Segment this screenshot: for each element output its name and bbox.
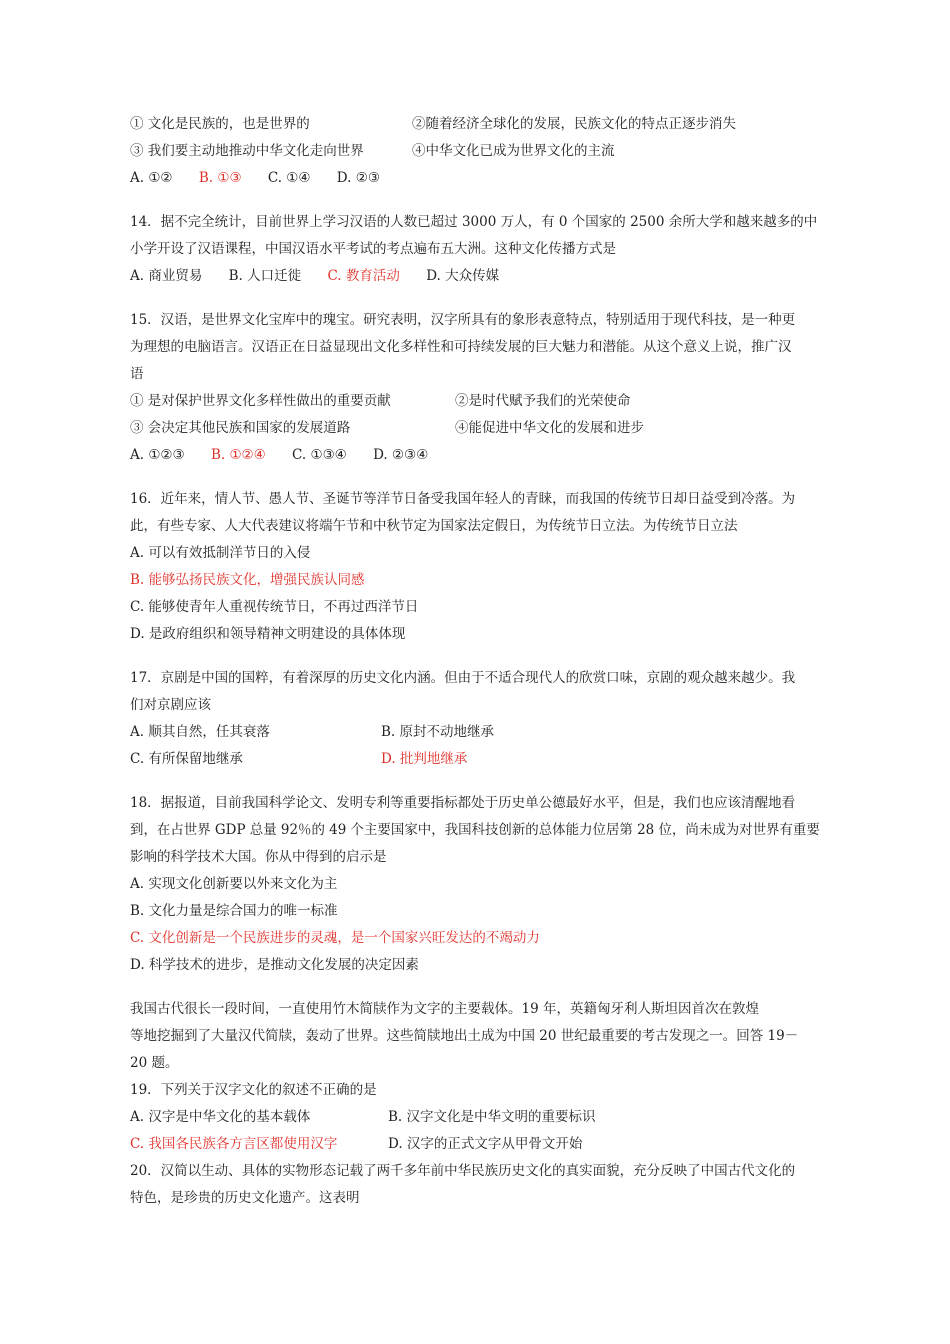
q14-option-d: D. 大众传媒: [426, 268, 500, 284]
q19-option-c-answer: C. 我国各民族各方言区都使用汉字: [130, 1136, 338, 1152]
q13-option-a: A. ①②: [130, 170, 173, 186]
q13-statement-1: ① 文化是民族的，也是世界的: [130, 116, 310, 132]
q17-stem-line-1: 17．京剧是中国的国粹，有着深厚的历史文化内涵。但由于不适合现代人的欣赏口味，京剧的观众越来越少。我: [130, 670, 796, 686]
passage-line-1: 我国古代很长一段时间，一直使用竹木简牍作为文字的主要载体。19 年，英籍匈牙利人斯坦因首次在敦煌: [130, 1001, 759, 1017]
q19-option-b: B. 汉字文化是中华文明的重要标识: [388, 1109, 596, 1125]
q18-stem-line-3: 影响的科学技术大国。你从中得到的启示是: [130, 849, 387, 865]
q14-stem-line-2: 小学开设了汉语课程，中国汉语水平考试的考点遍布五大洲。这种文化传播方式是: [130, 241, 616, 257]
q14-options: [130, 266, 521, 286]
q14-option-a: A. 商业贸易: [130, 268, 203, 284]
q15-option-b-answer: B. ①②④: [210, 447, 266, 463]
q16-stem-line-1: 16．近年来，情人节、愚人节、圣诞节等洋节日备受我国年轻人的青睐，而我国的传统节日却日益受到冷落。为: [130, 491, 796, 507]
q18-option-b: B. 文化力量是综合国力的唯一标准: [130, 903, 338, 919]
q15-statement-2: ②是时代赋予我们的光荣使命: [455, 393, 631, 409]
q19-option-d: D. 汉字的正式文字从甲骨文开始: [388, 1136, 583, 1152]
q16-option-c: C. 能够使青年人重视传统节日，不再过西洋节日: [130, 599, 419, 615]
q13-statement-3: ③ 我们要主动地推动中华文化走向世界: [130, 143, 364, 159]
q15-stem-line-1: 15．汉语，是世界文化宝库中的瑰宝。研究表明，汉字所具有的象形表意特点，特别适用于现代科技，是一种更: [130, 312, 796, 328]
q18-option-c-answer: C. 文化创新是一个民族进步的灵魂，是一个国家兴旺发达的不竭动力: [130, 930, 540, 946]
q15-stem-line-2: 为理想的电脑语言。汉语正在日益显现出文化多样性和可持续发展的巨大魅力和潜能。从这个意义上说，推广汉: [130, 339, 792, 355]
q14-option-c-answer: C. 教育活动: [327, 268, 400, 284]
q17-stem-line-2: 们对京剧应该: [130, 697, 211, 713]
passage-line-2: 等地挖掘到了大量汉代简牍，轰动了世界。这些简牍地出土成为中国 20 世纪最重要的考古发现之一。回答 19－: [130, 1028, 799, 1044]
q15-statement-1: ① 是对保护世界文化多样性做出的重要贡献: [130, 393, 391, 409]
q15-option-d: D. ②③④: [373, 447, 429, 463]
passage-line-3: 20 题。: [130, 1055, 179, 1071]
q19-stem: 19．下列关于汉字文化的叙述不正确的是: [130, 1082, 377, 1098]
q20-stem-line-1: 20．汉简以生动、具体的实物形态记载了两千多年前中华民族历史文化的真实面貌，充分反映了中国古代文化的: [130, 1163, 796, 1179]
q13-statement-2: ②随着经济全球化的发展，民族文化的特点正逐步消失: [412, 116, 736, 132]
q16-option-b-answer: B. 能够弘扬民族文化，增强民族认同感: [130, 572, 365, 588]
q16-stem-line-2: 此，有些专家、人大代表建议将端午节和中秋节定为国家法定假日，为传统节日立法。为传统节日立法: [130, 518, 738, 534]
q15-option-c: C. ①③④: [292, 447, 347, 463]
q17-option-b: B. 原封不动地继承: [381, 724, 495, 740]
q14-stem-line-1: 14．据不完全统计，目前世界上学习汉语的人数已超过 3000 万人，有 0 个国家的 2500 余所大学和越来越多的中: [130, 214, 818, 230]
q17-option-a: A. 顺其自然，任其衰落: [130, 724, 270, 740]
q15-statement-3: ③ 会决定其他民族和国家的发展道路: [130, 420, 351, 436]
q17-option-c: C. 有所保留地继承: [130, 751, 243, 767]
q15-stem-line-3: 语: [130, 366, 144, 382]
q18-stem-line-1: 18．据报道，目前我国科学论文、发明专利等重要指标都处于历史单公德最好水平，但是，我们也应该清醒地看: [130, 795, 796, 811]
q16-option-a: A. 可以有效抵制洋节日的入侵: [130, 545, 311, 561]
q16-option-d: D. 是政府组织和领导精神文明建设的具体体现: [130, 626, 406, 642]
q20-stem-line-2: 特色，是珍贵的历史文化遗产。这表明: [130, 1190, 360, 1206]
q15-option-a: A. ①②③: [130, 447, 185, 463]
q13-option-c: C. ①④: [267, 170, 311, 186]
q13-options: [130, 168, 402, 188]
q15-options: [130, 445, 450, 465]
q18-stem-line-2: 到，在占世界 GDP 总量 92％的 49 个主要国家中，我国科技创新的总体能力位居第 28 位，尚未成为对世界有重要: [130, 822, 820, 838]
q18-option-d: D. 科学技术的进步，是推动文化发展的决定因素: [130, 957, 419, 973]
q18-option-a: A. 实现文化创新要以外来文化为主: [130, 876, 338, 892]
q14-option-b: B. 人口迁徙: [228, 268, 302, 284]
q19-option-a: A. 汉字是中华文化的基本载体: [130, 1109, 311, 1125]
q15-statement-4: ④能促进中华文化的发展和进步: [455, 420, 644, 436]
q13-option-d: D. ②③: [336, 170, 380, 186]
q13-option-b-answer: B. ①③: [198, 170, 242, 186]
q13-statement-4: ④中华文化已成为世界文化的主流: [412, 143, 615, 159]
q17-option-d-answer: D. 批判地继承: [381, 751, 468, 767]
